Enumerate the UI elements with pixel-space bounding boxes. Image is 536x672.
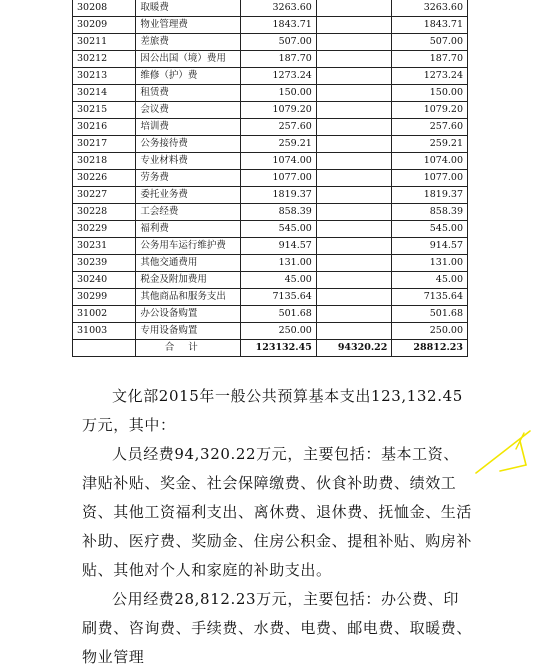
table-row (73, 102, 468, 119)
row-name: 工会经费 (136, 204, 241, 221)
row-public: 259.21 (392, 136, 468, 153)
row-total: 501.68 (241, 306, 317, 323)
highlighter-marks (470, 425, 536, 485)
row-public: 858.39 (392, 204, 468, 221)
row-code: 30240 (73, 272, 136, 289)
table-body (73, 0, 468, 357)
row-total: 858.39 (241, 204, 317, 221)
row-public: 187.70 (392, 51, 468, 68)
table-row (73, 119, 468, 136)
row-code: 31003 (73, 323, 136, 340)
row-total: 507.00 (241, 34, 317, 51)
table-row (73, 221, 468, 238)
row-name: 租赁费 (136, 85, 241, 102)
table-row (73, 136, 468, 153)
row-public: 914.57 (392, 238, 468, 255)
row-basic (316, 221, 392, 238)
row-public: 1079.20 (392, 102, 468, 119)
table-row (73, 255, 468, 272)
row-total: 250.00 (241, 323, 317, 340)
row-name: 物业管理费 (136, 17, 241, 34)
row-name: 税金及附加费用 (136, 272, 241, 289)
table-row (73, 34, 468, 51)
expenditure-table (72, 0, 468, 357)
row-basic (316, 323, 392, 340)
row-code: 30226 (73, 170, 136, 187)
row-code: 30218 (73, 153, 136, 170)
row-basic (316, 204, 392, 221)
paragraph-personnel: 人员经费94,320.22万元，主要包括：基本工资、津贴补贴、奖金、社会保障缴费、伙食补助费、绩效工资、其他工资福利支出、离休费、退休费、抚恤金、生活补助、医疗费、奖励金、住房公积金、提租补贴、购房补贴、其他对个人和家庭的补助支出。 (82, 445, 473, 579)
row-total: 259.21 (241, 136, 317, 153)
table-row (73, 0, 468, 17)
row-name: 福利费 (136, 221, 241, 238)
row-code: 31002 (73, 306, 136, 323)
row-total: 131.00 (241, 255, 317, 272)
row-name: 因公出国（境）费用 (136, 51, 241, 68)
row-total: 3263.60 (241, 0, 317, 17)
row-name: 其他商品和服务支出 (136, 289, 241, 306)
row-basic (316, 119, 392, 136)
paragraph-public-funds: 公用经费28,812.23万元，主要包括：办公费、印刷费、咨询费、手续费、水费、电费、邮电费、取暖费、物业管理 (82, 590, 473, 666)
row-basic (316, 17, 392, 34)
row-basic (316, 34, 392, 51)
row-code: 30299 (73, 289, 136, 306)
row-code: 30209 (73, 17, 136, 34)
row-name: 委托业务费 (136, 187, 241, 204)
row-basic (316, 85, 392, 102)
row-basic (316, 153, 392, 170)
row-public: 45.00 (392, 272, 468, 289)
row-total: 545.00 (241, 221, 317, 238)
row-code: 30214 (73, 85, 136, 102)
table-row (73, 85, 468, 102)
table-row (73, 272, 468, 289)
row-code: 30212 (73, 51, 136, 68)
row-code: 30217 (73, 136, 136, 153)
row-total: 257.60 (241, 119, 317, 136)
row-basic (316, 102, 392, 119)
row-code: 30231 (73, 238, 136, 255)
row-total: 1843.71 (241, 17, 317, 34)
row-name: 专业材料费 (136, 153, 241, 170)
row-total: 7135.64 (241, 289, 317, 306)
row-total: 914.57 (241, 238, 317, 255)
row-name: 公务用车运行维护费 (136, 238, 241, 255)
row-public: 1843.71 (392, 17, 468, 34)
table-row (73, 51, 468, 68)
table-row (73, 306, 468, 323)
row-name: 劳务费 (136, 170, 241, 187)
row-public: 507.00 (392, 34, 468, 51)
paragraph-summary: 文化部2015年一般公共预算基本支出123,132.45万元，其中： (82, 387, 463, 434)
row-name: 取暖费 (136, 0, 241, 17)
row-basic (316, 170, 392, 187)
table-row (73, 153, 468, 170)
total-public: 28812.23 (392, 340, 468, 357)
row-name: 差旅费 (136, 34, 241, 51)
budget-description (82, 382, 474, 672)
table-row (73, 170, 468, 187)
row-code: 30229 (73, 221, 136, 238)
row-code: 30227 (73, 187, 136, 204)
row-public: 1273.24 (392, 68, 468, 85)
row-name: 其他交通费用 (136, 255, 241, 272)
total-amount: 123132.45 (241, 340, 317, 357)
row-public: 1074.00 (392, 153, 468, 170)
row-name: 办公设备购置 (136, 306, 241, 323)
row-code: 30216 (73, 119, 136, 136)
row-public: 545.00 (392, 221, 468, 238)
row-public: 1077.00 (392, 170, 468, 187)
row-name: 维修（护）费 (136, 68, 241, 85)
row-basic (316, 51, 392, 68)
row-total: 1273.24 (241, 68, 317, 85)
table-row (73, 323, 468, 340)
row-basic (316, 238, 392, 255)
row-total: 1074.00 (241, 153, 317, 170)
table-row (73, 238, 468, 255)
total-basic: 94320.22 (316, 340, 392, 357)
row-code: 30228 (73, 204, 136, 221)
row-code: 30215 (73, 102, 136, 119)
row-total: 1819.37 (241, 187, 317, 204)
row-public: 257.60 (392, 119, 468, 136)
row-code: 30211 (73, 34, 136, 51)
row-public: 7135.64 (392, 289, 468, 306)
table-row (73, 68, 468, 85)
row-basic (316, 187, 392, 204)
row-basic (316, 0, 392, 17)
row-public: 150.00 (392, 85, 468, 102)
row-basic (316, 306, 392, 323)
table-row (73, 289, 468, 306)
row-total: 45.00 (241, 272, 317, 289)
row-code: 30208 (73, 0, 136, 17)
table-row (73, 187, 468, 204)
row-code: 30213 (73, 68, 136, 85)
table-row (73, 204, 468, 221)
row-total: 187.70 (241, 51, 317, 68)
row-total: 1079.20 (241, 102, 317, 119)
row-public: 250.00 (392, 323, 468, 340)
row-name: 专用设备购置 (136, 323, 241, 340)
row-basic (316, 255, 392, 272)
row-basic (316, 289, 392, 306)
row-basic (316, 136, 392, 153)
row-name: 公务接待费 (136, 136, 241, 153)
row-basic (316, 68, 392, 85)
row-public: 501.68 (392, 306, 468, 323)
table-row (73, 17, 468, 34)
row-public: 131.00 (392, 255, 468, 272)
total-label: 合计 (136, 340, 241, 357)
row-public: 3263.60 (392, 0, 468, 17)
total-row (73, 340, 468, 357)
row-total: 1077.00 (241, 170, 317, 187)
total-code-blank (73, 340, 136, 357)
row-public: 1819.37 (392, 187, 468, 204)
row-name: 培训费 (136, 119, 241, 136)
row-basic (316, 272, 392, 289)
row-name: 会议费 (136, 102, 241, 119)
row-total: 150.00 (241, 85, 317, 102)
row-code: 30239 (73, 255, 136, 272)
